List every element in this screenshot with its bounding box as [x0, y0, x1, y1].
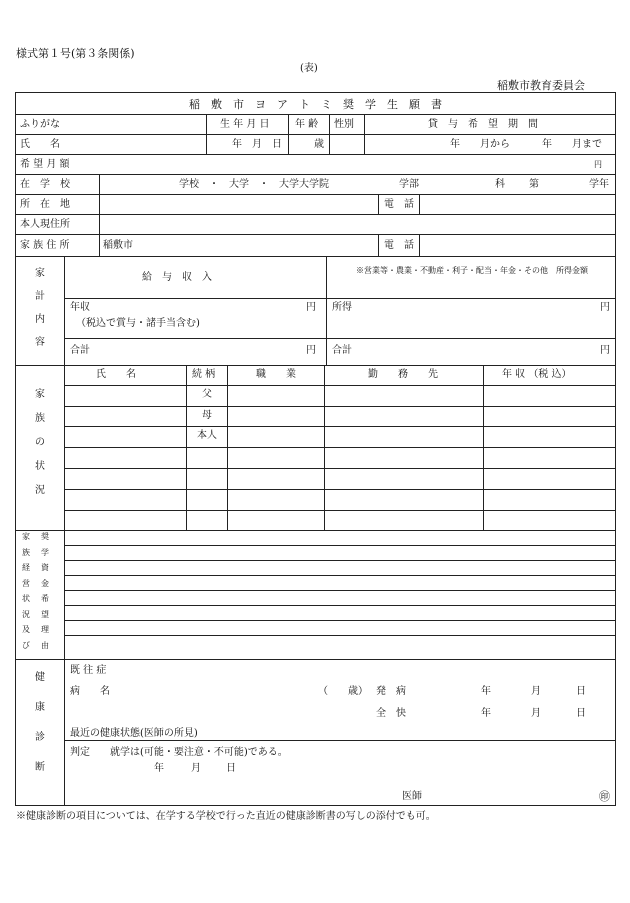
age-paren: （ 歳） — [318, 686, 368, 697]
form-number: 様式第１号(第３条関係) — [16, 47, 135, 60]
medical-history-label: 既 往 症 — [70, 665, 107, 676]
birth-year-unit: 年 — [232, 139, 242, 150]
doctor-label: 医師 — [402, 791, 422, 802]
salary-total-label: 合計 — [70, 345, 90, 356]
furigana-label: ふりがな — [20, 119, 60, 130]
family-phone-label: 電 話 — [384, 240, 414, 251]
school-types: 学校 ・ 大学 ・ 大学大学院 — [179, 179, 329, 190]
sex-label: 性別 — [334, 119, 354, 130]
period-to: 年 月まで — [542, 139, 602, 150]
health-label: 健 康 診 断 — [35, 672, 45, 773]
family-address-label: 家 族 住 所 — [20, 240, 70, 251]
address-field[interactable] — [100, 195, 377, 213]
recent-health-label: 最近の健康状態(医師の所見) — [70, 728, 198, 739]
recovery-label: 全 快 — [376, 708, 406, 719]
onset-month: 月 — [531, 686, 541, 697]
reason-label-col1: 家 族 経 営 状 況 及 び — [22, 532, 30, 650]
annual-income-label: 年収 — [70, 302, 90, 313]
grade-prefix: 第 — [529, 179, 539, 190]
department-label: 科 — [495, 179, 505, 190]
col-annual-income: 年 収 （税 込） — [502, 369, 572, 380]
recovery-month: 月 — [531, 708, 541, 719]
family-label: 家 族 の 状 況 — [35, 389, 45, 496]
judgment-year: 年 — [154, 763, 164, 774]
col-occupation: 職 業 — [256, 369, 296, 380]
disease-name-label: 病 名 — [70, 686, 110, 697]
income-total-yen: 円 — [600, 345, 610, 356]
reason-label-col2: 奨 学 資 金 希 望 理 由 — [41, 532, 49, 650]
issuer: 稲敷市教育委員会 — [497, 79, 585, 92]
furigana-field[interactable] — [99, 115, 205, 133]
income-yen: 円 — [600, 302, 610, 313]
onset-label: 発 病 — [376, 686, 406, 697]
address-label: 所 在 地 — [20, 199, 70, 210]
family-address-city: 稲敷市 — [103, 240, 133, 251]
annual-income-note: （税込で賞与・諸手当含む) — [76, 318, 200, 329]
col-workplace: 勤 務 先 — [368, 369, 438, 380]
col-relation: 続 柄 — [192, 369, 216, 380]
loan-period-label: 貸 与 希 望 期 間 — [428, 119, 538, 130]
current-address-field[interactable] — [100, 215, 614, 233]
judgment-day: 日 — [226, 763, 236, 774]
salary-income-header: 給 与 収 入 — [142, 272, 212, 283]
family-phone-field[interactable] — [420, 235, 614, 255]
desired-amount-yen: 円 — [594, 160, 602, 169]
birth-day-unit: 日 — [272, 139, 282, 150]
income-label: 所得 — [332, 302, 352, 313]
other-income-note: ※営業等・農業・不動産・利子・配当・年金・その他 所得金額 — [356, 266, 588, 275]
judgment-text: 判定 就学は(可能・要注意・不可能)である。 — [70, 747, 288, 758]
seal-mark: ㊞ — [599, 790, 610, 803]
footer-note: ※健康診断の項目については、在学する学校で行った直近の健康診断書の写しの添付でも可。 — [16, 811, 436, 822]
grade-suffix: 学年 — [589, 179, 609, 190]
income-total-label: 合計 — [332, 345, 352, 356]
relation-father: 父 — [202, 389, 212, 400]
desired-amount-field[interactable] — [100, 155, 580, 173]
phone-field[interactable] — [420, 195, 614, 213]
age-unit: 歳 — [314, 139, 324, 150]
faculty-label: 学部 — [399, 179, 419, 190]
relation-self: 本人 — [197, 430, 217, 441]
phone-label: 電 話 — [384, 199, 414, 210]
household-label: 家 計 内 容 — [35, 268, 45, 348]
onset-day: 日 — [576, 686, 586, 697]
recovery-day: 日 — [576, 708, 586, 719]
annual-income-yen: 円 — [306, 302, 316, 313]
name-label: 氏 名 — [20, 139, 60, 150]
desired-amount-label: 希 望 月 額 — [20, 159, 70, 170]
side-label: (表) — [300, 63, 318, 74]
school-label: 在 学 校 — [20, 179, 70, 190]
form-title: 稲 敷 市 ヨ ア ト ミ 奨 学 生 願 書 — [189, 98, 442, 111]
salary-total-yen: 円 — [306, 345, 316, 356]
application-form — [15, 92, 616, 806]
birth-date-label: 生 年 月 日 — [220, 119, 270, 130]
period-from: 年 月から — [450, 139, 510, 150]
birth-month-unit: 月 — [252, 139, 262, 150]
age-label: 年 齢 — [295, 119, 319, 130]
name-field[interactable] — [99, 135, 205, 153]
relation-mother: 母 — [202, 410, 212, 421]
recovery-year: 年 — [481, 708, 491, 719]
current-address-label: 本人現住所 — [20, 219, 70, 230]
onset-year: 年 — [481, 686, 491, 697]
col-name: 氏 名 — [96, 369, 136, 380]
judgment-month: 月 — [191, 763, 201, 774]
